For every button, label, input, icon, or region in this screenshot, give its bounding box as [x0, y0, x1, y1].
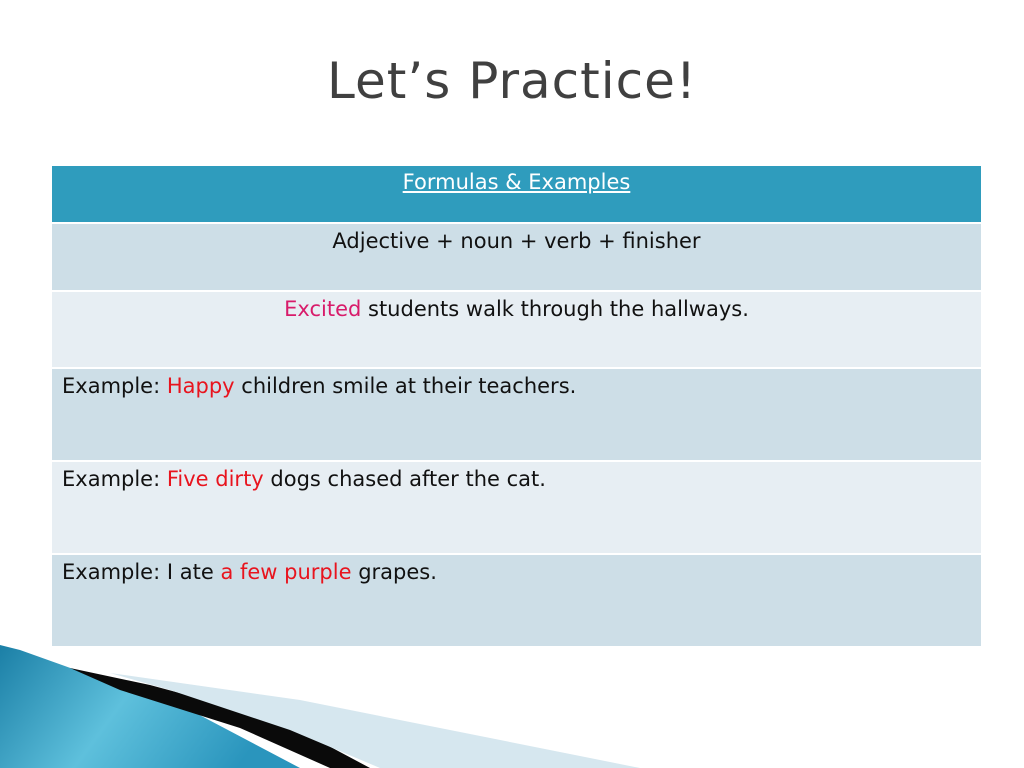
- adjective-highlight: Excited: [284, 297, 362, 321]
- example-cell: [52, 461, 981, 554]
- table-row: [52, 461, 981, 554]
- sentence-rest: grapes.: [351, 560, 437, 584]
- example-prefix: Example:: [62, 467, 167, 491]
- formula-cell: Adjective + noun + verb + finisher: [52, 223, 981, 291]
- model-sentence-cell: [52, 291, 981, 368]
- teal-swoosh: [0, 645, 300, 768]
- formula-row: [52, 223, 981, 291]
- formulas-table: [52, 166, 981, 646]
- table-row: [52, 368, 981, 461]
- adjective-highlight: Happy: [166, 374, 235, 398]
- example-prefix: Example:: [62, 374, 167, 398]
- sentence-rest: dogs chased after the cat.: [263, 467, 546, 491]
- light-blue-swoosh: [110, 673, 640, 768]
- table-header-row: [52, 166, 981, 223]
- sentence-rest: children smile at their teachers.: [234, 374, 577, 398]
- adjective-highlight: Five dirty: [166, 467, 264, 491]
- page-title: Let’s Practice!: [327, 52, 697, 110]
- example-prefix: Example: I ate: [62, 560, 221, 584]
- example-cell: [52, 554, 981, 646]
- sentence-rest: students walk through the hallways.: [361, 297, 749, 321]
- adjective-highlight: a few purple: [220, 560, 352, 584]
- example-cell: [52, 368, 981, 461]
- black-swoosh: [70, 668, 370, 768]
- model-sentence-row: [52, 291, 981, 368]
- table-row: [52, 554, 981, 646]
- table-header-label: Formulas & Examples: [402, 170, 631, 194]
- table-header-cell: [52, 166, 981, 223]
